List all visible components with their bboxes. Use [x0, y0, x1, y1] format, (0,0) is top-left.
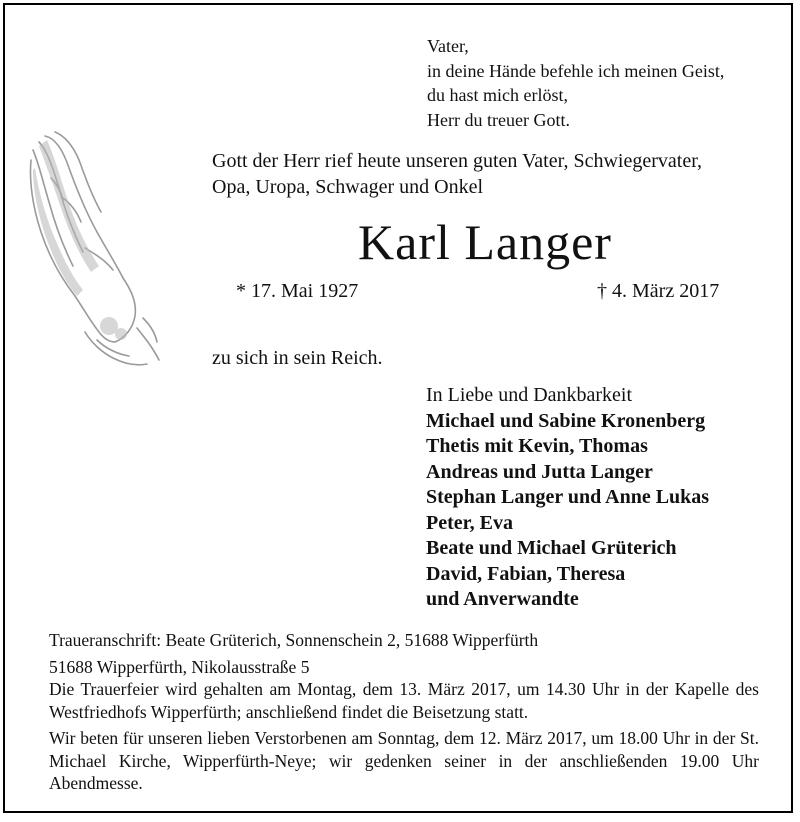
- family-member: Beate und Michael Grüterich: [426, 537, 677, 559]
- family-member: und Anverwandte: [426, 588, 579, 610]
- mourning-address: Traueranschrift: Beate Grüterich, Sonnenschein 2, 51688 Wipperfürth: [49, 630, 539, 650]
- closing-text: zu sich in sein Reich.: [212, 347, 383, 369]
- family-member: Peter, Eva: [426, 511, 514, 534]
- verse-line: in deine Hände befehle ich meinen Geist,: [427, 60, 725, 81]
- verse-line: du hast mich erlöst,: [427, 85, 568, 105]
- verse-line: Herr du treuer Gott.: [427, 109, 570, 130]
- birth-date: * 17. Mai 1927: [236, 280, 359, 302]
- ceremony-info: Die Trauerfeier wird gehalten am Montag, dem 13. März 2017, um 14.30 Uhr in der Kapelle des Westfriedhofs Wipperfürth; anschließend findet die Beisetzung statt.: [49, 679, 759, 722]
- deceased-name: Karl Langer: [358, 214, 612, 270]
- family-member: Stephan Langer und Anne Lukas: [426, 486, 710, 508]
- prayer-info: Wir beten für unseren lieben Verstorbenen am Sonntag, dem 12. März 2017, um 18.00 Uhr in der St. Michael Kirche, Wipperfürth-Neye; wir gedenken seiner in der anschließenden 19.00 Uhr Abendmesse.: [49, 728, 759, 793]
- intro-line: Gott der Herr rief heute unseren guten Vater, Schwiegervater,: [212, 150, 703, 172]
- family-member: David, Fabian, Theresa: [426, 562, 626, 585]
- intro-text: [212, 148, 702, 200]
- family-intro: In Liebe und Dankbarkeit: [426, 384, 633, 406]
- family-member: Thetis mit Kevin, Thomas: [426, 435, 648, 457]
- bible-verse: [427, 34, 724, 132]
- mourning-address-2: 51688 Wipperfürth, Nikolausstraße 5: [49, 656, 310, 677]
- family-signature: [426, 383, 709, 613]
- service-details: [49, 629, 759, 795]
- family-member: Andreas und Jutta Langer: [426, 460, 653, 483]
- death-date: † 4. März 2017: [597, 280, 720, 302]
- family-member: Michael und Sabine Kronenberg: [426, 409, 706, 432]
- verse-line: Vater,: [427, 36, 469, 56]
- intro-line: Opa, Uropa, Schwager und Onkel: [212, 176, 484, 198]
